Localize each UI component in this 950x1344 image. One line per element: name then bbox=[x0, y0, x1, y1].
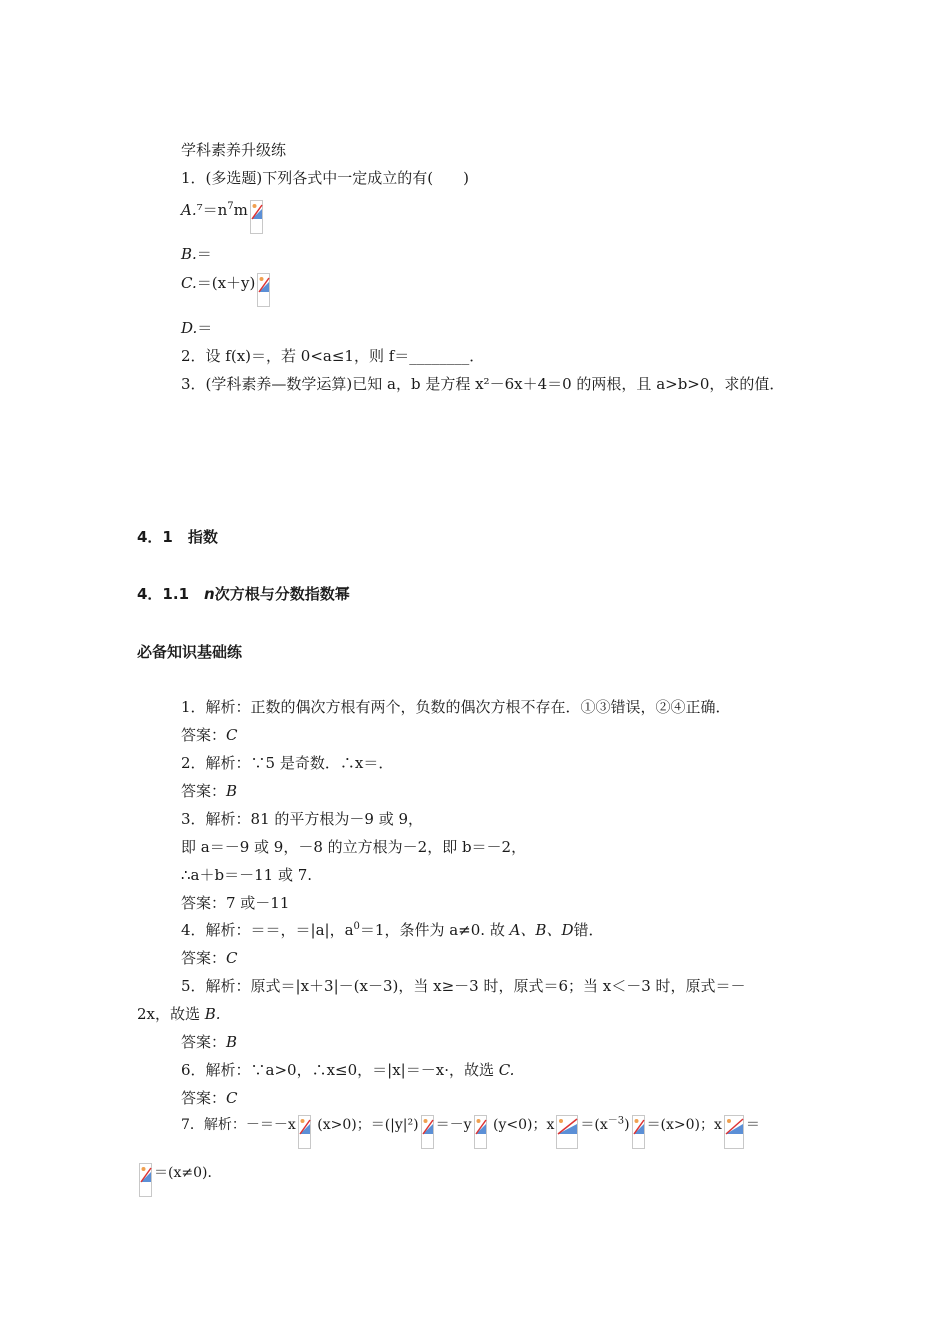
option-a bbox=[181, 200, 265, 234]
answer-label: 答案： bbox=[181, 726, 227, 744]
answer-3-line2: 即 a＝－9 或 9，－8 的立方根为－2，即 b＝－2， bbox=[181, 838, 527, 856]
answer-7-line1 bbox=[181, 1115, 760, 1149]
answer-4-sup: 0 bbox=[353, 921, 360, 932]
answer-7-line2 bbox=[137, 1163, 221, 1197]
answer-7-part5: ＝(x bbox=[580, 1117, 608, 1133]
question-3: 3．(学科素养—数学运算)已知 a，b 是方程 x²－6x＋4＝0 的两根，且 a>b>0，求的值． bbox=[181, 375, 785, 393]
option-b-text: ＝ bbox=[196, 245, 212, 263]
option-c-label: C. bbox=[181, 274, 197, 292]
answer-5-letter: B. bbox=[204, 1005, 221, 1023]
answer-7-part1: 7．解析：－＝－x bbox=[181, 1117, 296, 1133]
broken-image-icon bbox=[556, 1115, 578, 1149]
answer-2-result bbox=[181, 781, 237, 801]
option-d bbox=[181, 318, 212, 338]
answer-7-part2: (x>0)；＝(|y|²) bbox=[312, 1117, 419, 1133]
answer-5-result bbox=[181, 1032, 237, 1052]
answer-5-pre: 2x，故选 bbox=[137, 1005, 205, 1023]
answer-label: 答案： bbox=[181, 1089, 227, 1107]
answer-4-letters: A、B、D bbox=[509, 921, 574, 939]
answer-1-result bbox=[181, 725, 238, 745]
question-1-stem: 1．(多选题)下列各式中一定成立的有( ) bbox=[181, 169, 469, 187]
broken-image-icon bbox=[724, 1115, 744, 1149]
option-c-text: ＝(x＋y) bbox=[196, 274, 256, 292]
option-d-text: ＝ bbox=[197, 319, 213, 337]
subchapter-title bbox=[137, 584, 350, 604]
option-a-pre: ⁷＝n bbox=[196, 201, 228, 219]
broken-image-icon bbox=[421, 1115, 434, 1149]
subchapter-n: n bbox=[204, 585, 215, 603]
answer-5-line2 bbox=[137, 1004, 221, 1024]
answer-4-result bbox=[181, 948, 238, 968]
broken-image-icon bbox=[257, 273, 270, 307]
answer-5-line1: 5．解析：原式＝|x＋3|－(x－3)，当 x≥－3 时，原式＝6；当 x＜－3 时，原式＝－ bbox=[181, 977, 746, 995]
answer-7-part8: ＝ bbox=[745, 1117, 760, 1133]
answer-4-pre: 4．解析：＝＝，＝|a|，a bbox=[181, 921, 354, 939]
answer-4-mid: ＝1，条件为 a≠0. 故 bbox=[359, 921, 510, 939]
option-a-post: m bbox=[233, 201, 248, 219]
answer-3-line3: ∴a＋b＝－11 或 7. bbox=[181, 866, 313, 884]
answer-1-analysis: 1．解析：正数的偶次方根有两个，负数的偶次方根不存在．①③错误，②④正确． bbox=[181, 698, 731, 716]
answer-7-part3: ＝－y bbox=[435, 1117, 472, 1133]
chapter-title: 4．1 指数 bbox=[137, 528, 218, 546]
answer-value: C bbox=[226, 726, 238, 744]
broken-image-icon bbox=[298, 1115, 311, 1149]
answer-3-line1: 3．解析：81 的平方根为－9 或 9， bbox=[181, 810, 424, 828]
answer-6-analysis bbox=[181, 1060, 514, 1080]
answer-value: C bbox=[226, 949, 238, 967]
answer-4-post: 错． bbox=[573, 921, 604, 939]
answer-label: 答案： bbox=[181, 949, 227, 967]
answer-label: 答案： bbox=[181, 782, 227, 800]
section-heading: 学科素养升级练 bbox=[181, 141, 287, 159]
option-a-label: A. bbox=[181, 201, 197, 219]
answer-value: C bbox=[226, 1089, 238, 1107]
answer-6-result bbox=[181, 1088, 238, 1108]
answer-3-result: 答案：7 或－11 bbox=[181, 894, 290, 912]
subchapter-text: 次方根与分数指数幂 bbox=[214, 585, 350, 603]
broken-image-icon bbox=[632, 1115, 645, 1149]
broken-image-icon bbox=[250, 200, 263, 234]
answer-7-line2-text: ＝(x≠0)． bbox=[154, 1165, 222, 1181]
answer-7-sup: －3 bbox=[607, 1115, 625, 1127]
option-b bbox=[181, 244, 212, 264]
answer-2-analysis: 2．解析：∵5 是奇数．∴x＝． bbox=[181, 754, 394, 772]
answer-6-letter: C. bbox=[498, 1061, 515, 1079]
option-c bbox=[181, 273, 272, 307]
answer-7-part4: (y<0)；x bbox=[488, 1117, 555, 1133]
answer-6-pre: 6．解析：∵a>0，∴x≤0，＝|x|＝－x·，故选 bbox=[181, 1061, 499, 1079]
option-d-label: D. bbox=[181, 319, 198, 337]
option-a-sup: 7 bbox=[227, 201, 234, 212]
option-b-label: B. bbox=[181, 245, 197, 263]
answer-7-part7: ＝(x>0)；x bbox=[646, 1117, 722, 1133]
answer-4-analysis bbox=[181, 920, 604, 940]
answer-label: 答案： bbox=[181, 1033, 227, 1051]
broken-image-icon bbox=[139, 1163, 152, 1197]
broken-image-icon bbox=[474, 1115, 487, 1149]
subchapter-number: 4．1.1 bbox=[137, 585, 205, 603]
section-title: 必备知识基础练 bbox=[137, 643, 243, 661]
question-2: 2．设 f(x)＝，若 0<a≤1，则 f＝________． bbox=[181, 347, 485, 365]
answer-7-part6: ) bbox=[624, 1117, 630, 1133]
answer-value: B bbox=[226, 1033, 238, 1051]
answer-value: B bbox=[226, 782, 238, 800]
